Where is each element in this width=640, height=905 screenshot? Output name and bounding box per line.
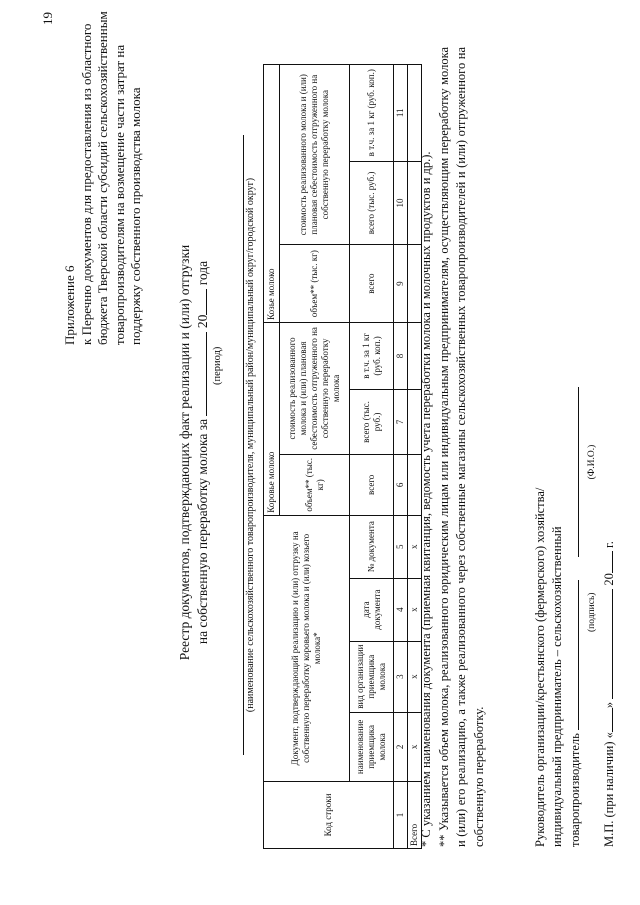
header-code: Код строки xyxy=(264,781,394,848)
header-cost-goat: стоимость реализованного молока и (или) плановая себестоимость отгруженного на собственную переработку молока xyxy=(280,65,350,245)
signer-line-1: Руководитель организации/крестьянского (фермерского) хозяйства/ xyxy=(533,487,547,847)
header-goat-milk: Козье молоко xyxy=(264,65,280,323)
appendix-line: Приложение 6 xyxy=(62,265,77,345)
header-cow-milk: Коровье молоко xyxy=(264,322,280,515)
total-cell-x: х xyxy=(408,641,422,712)
footnote-2: ** Указывается объем молока, реализованного юридическим лицам или индивидуальным предпринимателям, осуществляющим переработку молока и (или) его реализацию, а также реализованного через собственные магазины сельскохозяйственных товаропроизводителей и (или) отгруженного на собственную переработку. xyxy=(436,47,486,847)
total-cell-x: х xyxy=(408,578,422,641)
document-title: Реестр документов, подтверждающих факт реализации и (или) отгрузки xyxy=(177,244,192,661)
header-total-rub-goat: всего (тыс. руб.) xyxy=(350,161,394,245)
year-blank-sign xyxy=(600,551,613,573)
year-blank xyxy=(193,289,207,315)
column-number-row xyxy=(394,65,408,849)
col-number: 11 xyxy=(394,65,408,162)
document-title-line2: на собственную переработку молока за 20 года xyxy=(195,260,210,645)
name-label: (Ф.И.О.) xyxy=(587,444,597,480)
col-number: 7 xyxy=(394,389,408,454)
period-blank xyxy=(193,332,207,416)
header-recipient-type: вид организации приемщика молока xyxy=(350,641,394,712)
header-document: Документ, подтверждающий реализацию и (или) отгрузку на собственную переработку коровьего молока и (или) козьего молока* xyxy=(264,515,350,781)
name-blank xyxy=(566,387,579,557)
col-number: 6 xyxy=(394,454,408,515)
header-total: всего xyxy=(350,454,394,515)
col-number: 4 xyxy=(394,578,408,641)
header-cost: стоимость реализованного молока и (или) плановая себестоимость отгруженного на собственную переработку молока xyxy=(280,322,350,454)
col-number: 3 xyxy=(394,641,408,712)
producer-label: (наименование сельскохозяйственного товаропроизводителя, муниципальный район/муниципальный округ/городской округ) xyxy=(245,177,256,713)
header-volume: объем** (тыс. кг) xyxy=(280,454,350,515)
header-recipient-name: наименование приемщика молока xyxy=(350,712,394,781)
header-total-goat: всего xyxy=(350,245,394,323)
col-number: 1 xyxy=(394,781,408,848)
header-doc-date: дата документа xyxy=(350,578,394,641)
signer-line-2: индивидуальный предприниматель – сельскохозяйственный xyxy=(550,526,564,847)
signature-blank xyxy=(566,580,579,730)
total-cell-x: х xyxy=(408,515,422,578)
day-blank xyxy=(600,708,613,732)
page-number: 19 xyxy=(40,12,55,25)
signature-labels xyxy=(584,47,598,847)
col-number: 10 xyxy=(394,161,408,245)
appendix-header xyxy=(62,11,145,345)
mp-line: М.П. (при наличии) «» 20 г. xyxy=(602,541,616,847)
header-total-rub: всего (тыс. руб.) xyxy=(350,389,394,454)
col-number: 5 xyxy=(394,515,408,578)
total-label: Всего xyxy=(408,781,422,848)
header-per-kg-goat: в т.ч. за 1 кг (руб. коп.) xyxy=(350,65,394,162)
producer-line xyxy=(243,135,244,755)
total-cell-x: х xyxy=(408,712,422,781)
signer-line-3: товаропроизводитель xyxy=(566,47,584,847)
appendix-line: товаропроизводителям на возмещение части затрат на xyxy=(111,44,127,345)
col-number: 8 xyxy=(394,322,408,389)
footnotes xyxy=(418,47,488,847)
col-number: 9 xyxy=(394,245,408,323)
header-per-kg: в т.ч. за 1 кг (руб. коп.) xyxy=(350,322,394,389)
col-number: 2 xyxy=(394,712,408,781)
appendix-line: поддержку собственного производства молока xyxy=(128,87,143,345)
appendix-line: бюджета Тверской области субсидий сельскохозяйственным xyxy=(95,11,110,345)
appendix-line: к Перечню документов для предоставления из областного xyxy=(78,23,94,345)
header-doc-number: № документа xyxy=(350,515,394,578)
header-volume-goat: объем** (тыс. кг) xyxy=(280,245,350,323)
month-blank xyxy=(600,589,613,699)
period-label: (период) xyxy=(212,346,223,385)
signature-block xyxy=(532,47,618,847)
register-table xyxy=(263,64,422,849)
footnote-1: * С указанием наименования документа (приемная квитанция, ведомость учета переработки молока и молочных продуктов и др.). xyxy=(419,151,433,847)
signature-label: (подпись) xyxy=(587,592,597,632)
